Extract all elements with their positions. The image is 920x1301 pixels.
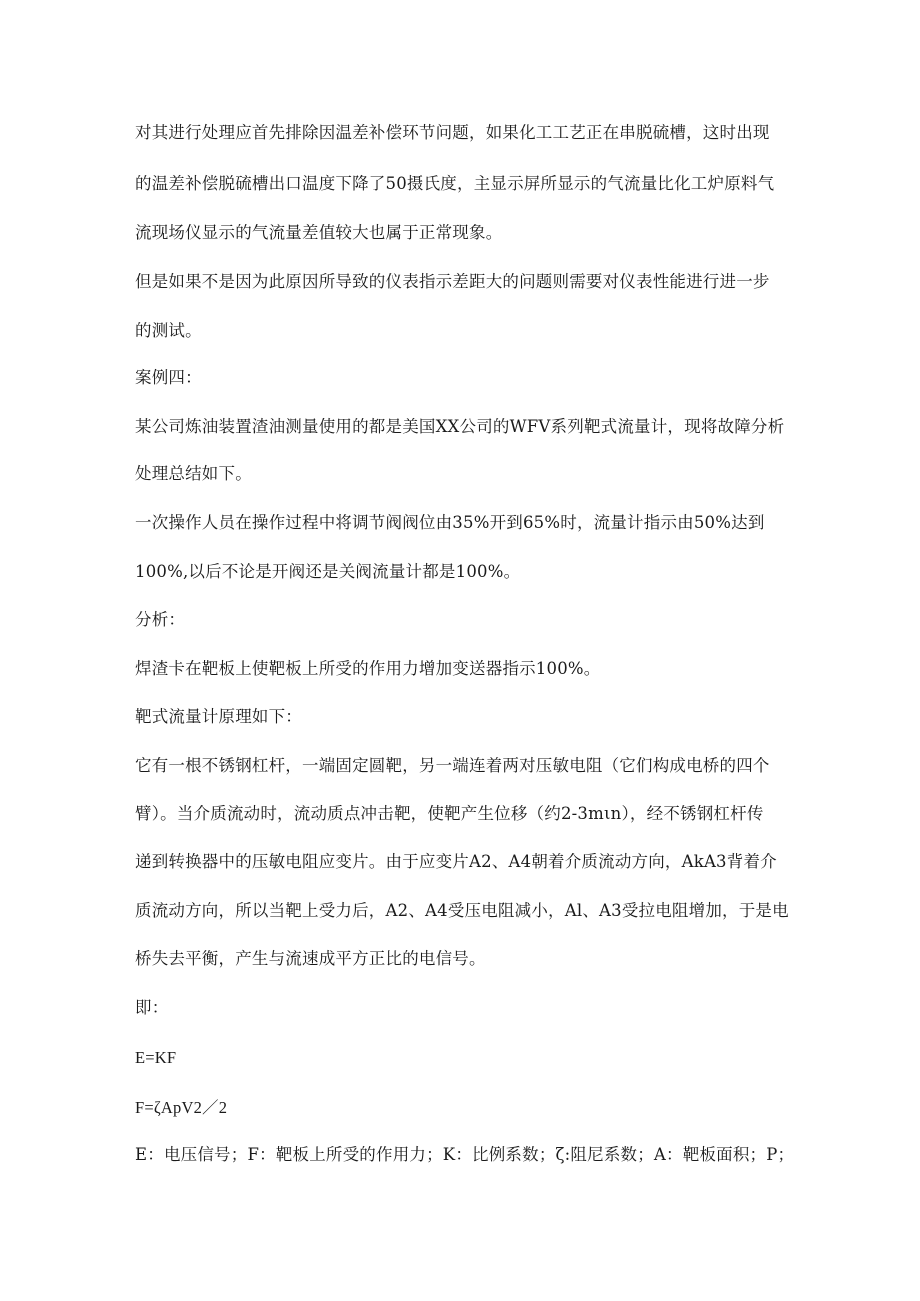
equation: F=ζApV2／2	[135, 1098, 228, 1117]
paragraph-line: 但是如果不是因为此原因所导致的仪表指示差距大的问题则需要对仪表性能进行进一步	[135, 272, 770, 291]
paragraph-line: 焊渣卡在靶板上使靶板上所受的作用力增加变送器指示100%。	[135, 659, 601, 678]
paragraph-line: 递到转换器中的压敏电阻应变片。由于应变片A2、A4朝着介质流动方向，AkA3背着介	[135, 852, 777, 871]
paragraph-line: E：电压信号；F：靶板上所受的作用力；K：比例系数；ζ:阻尼系数；A：靶板面积；P；	[135, 1145, 795, 1164]
paragraph-line: 的温差补偿脱硫槽出口温度下降了50摄氏度，主显示屏所显示的气流量比化工炉原料气	[135, 174, 775, 193]
paragraph-line: 处理总结如下。	[135, 464, 252, 483]
paragraph-line: 的测试。	[135, 321, 202, 340]
paragraph-line: 一次操作人员在操作过程中将调节阀阀位由35%开到65%时，流量计指示由50%达到	[135, 513, 765, 532]
paragraph-line: 靶式流量计原理如下：	[135, 707, 302, 726]
paragraph-line: 某公司炼油装置渣油测量使用的都是美国XX公司的WFV系列靶式流量计，现将故障分析	[135, 417, 785, 436]
paragraph-line: 流现场仪显示的气流量差值较大也属于正常现象。	[135, 223, 503, 242]
paragraph-line: 桥失去平衡，产生与流速成平方正比的电信号。	[135, 949, 486, 968]
paragraph-line: 分析：	[135, 610, 186, 629]
paragraph-line: 即：	[135, 998, 169, 1017]
paragraph-line: 质流动方向，所以当靶上受力后，A2、A4受压电阻减小，Al、A3受拉电阻增加，于是电	[135, 901, 789, 920]
equation: E=KF	[135, 1048, 177, 1067]
paragraph-line: 它有一根不锈钢杠杆，一端固定圆靶，另一端连着两对压敏电阻（它们构成电桥的四个	[135, 756, 770, 775]
paragraph-line: 对其进行处理应首先排除因温差补偿环节问题，如果化工工艺正在串脱硫槽，这时出现	[135, 123, 770, 142]
paragraph-line: 100%,以后不论是开阀还是关阀流量计都是100%。	[135, 562, 521, 581]
section-heading: 案例四：	[135, 368, 202, 387]
paragraph-line: 臂）。当介质流动时，流动质点冲击靶，使靶产生位移（约2-3mιn），经不锈钢杠杆传	[135, 804, 764, 823]
